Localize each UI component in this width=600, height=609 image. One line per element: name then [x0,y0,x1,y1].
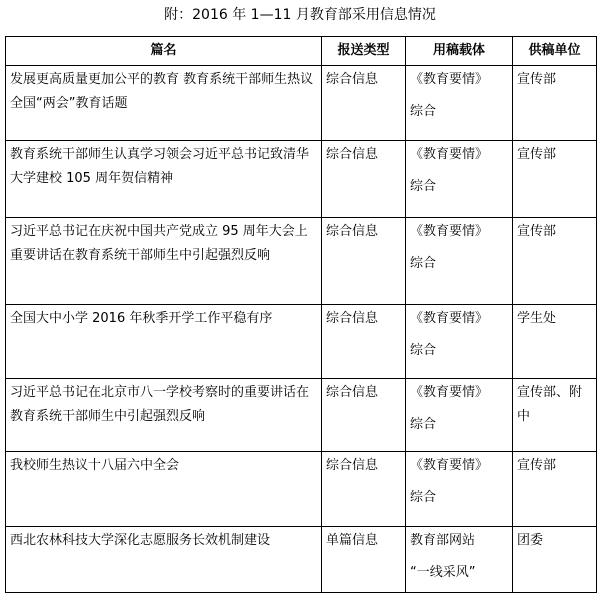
row-title: 发展更高质量更加公平的教育 教育系统干部师生热议全国“两会”教育话题 [6,66,322,141]
row-unit: 学生处 [513,305,597,379]
row-unit: 宣传部、附中 [513,379,597,452]
row-title: 教育系统干部师生认真学习领会习近平总书记致清华大学建校 105 周年贺信精神 [6,141,322,218]
carrier-section: 综合 [410,256,437,271]
row-type: 综合信息 [322,305,406,379]
row-unit: 宣传部 [513,66,597,141]
carrier-name: 《教育要情》 [410,385,489,400]
carrier-name: 《教育要情》 [410,224,489,239]
carrier-section: 综合 [410,417,437,432]
document-title: 附：2016 年 1—11 月教育部采用信息情况 [164,7,436,23]
row-unit: 团委 [513,527,597,593]
carrier-name: 《教育要情》 [410,458,489,473]
row-title: 西北农林科技大学深化志愿服务长效机制建设 [6,527,322,593]
table-row [6,218,597,305]
row-carrier [406,452,513,527]
header-unit: 供稿单位 [513,37,597,66]
row-carrier [406,305,513,379]
table-row [6,141,597,218]
row-title: 全国大中小学 2016 年秋季开学工作平稳有序 [6,305,322,379]
header-type: 报送类型 [322,37,406,66]
header-title: 篇名 [6,37,322,66]
carrier-section: 综合 [410,343,437,358]
row-title: 习近平总书记在北京市八一学校考察时的重要讲话在教育系统干部师生中引起强烈反响 [6,379,322,452]
carrier-name: 教育部网站 [410,533,476,548]
carrier-name: 《教育要情》 [410,72,489,87]
row-carrier [406,218,513,305]
row-unit: 宣传部 [513,218,597,305]
row-unit: 宣传部 [513,452,597,527]
carrier-name: 《教育要情》 [410,147,489,162]
row-unit: 宣传部 [513,141,597,218]
carrier-section: “一线采风” [410,565,476,580]
row-carrier [406,141,513,218]
table-row [6,379,597,452]
row-carrier [406,527,513,593]
row-carrier [406,379,513,452]
row-type: 综合信息 [322,66,406,141]
header-carrier: 用稿载体 [406,37,513,66]
table-header-row [6,37,597,66]
carrier-section: 综合 [410,490,437,505]
table-row [6,305,597,379]
table-row [6,527,597,593]
row-type: 综合信息 [322,141,406,218]
table-row [6,66,597,141]
info-table [5,36,597,593]
row-type: 综合信息 [322,218,406,305]
row-type: 综合信息 [322,452,406,527]
carrier-section: 综合 [410,179,437,194]
row-title: 习近平总书记在庆祝中国共产党成立 95 周年大会上重要讲话在教育系统干部师生中引起强烈反响 [6,218,322,305]
carrier-section: 综合 [410,104,437,119]
row-type: 单篇信息 [322,527,406,593]
row-type: 综合信息 [322,379,406,452]
carrier-name: 《教育要情》 [410,311,489,326]
row-carrier [406,66,513,141]
table-row [6,452,597,527]
row-title: 我校师生热议十八届六中全会 [6,452,322,527]
